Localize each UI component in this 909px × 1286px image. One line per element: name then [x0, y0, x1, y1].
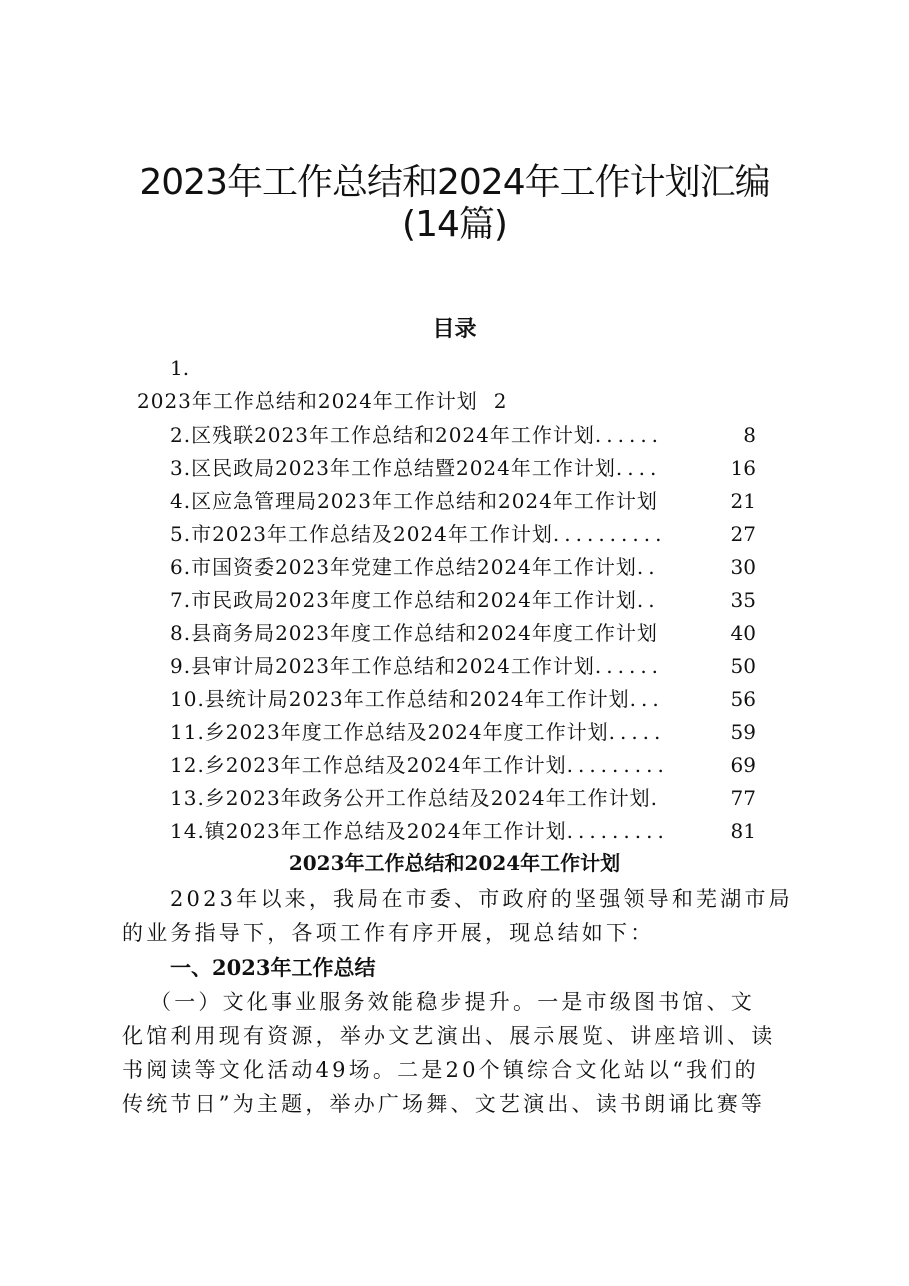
toc-item-text: 6.市国资委2023年党建工作总结2024年工作计划: [170, 555, 637, 579]
toc-item-leader-dots: .....: [608, 720, 666, 744]
body-paragraph-line: 书阅读等文化活动49场。二是20个镇综合文化站以“我们的: [122, 1058, 759, 1082]
toc-item-4[interactable]: [170, 486, 756, 516]
toc-item-text: 3.区民政局2023年工作总结暨2024年工作计划: [170, 456, 616, 480]
toc-item-page: 27: [730, 522, 756, 546]
toc-item-11[interactable]: [170, 717, 756, 747]
toc-item-5[interactable]: [170, 519, 756, 549]
body-paragraph-line: 2023年以来，我局在市委、市政府的坚强领导和芜湖市局: [170, 887, 793, 911]
toc-item-3[interactable]: [170, 453, 756, 483]
toc-item-page: 30: [730, 555, 756, 579]
toc-item-leader-dots: ...: [629, 687, 664, 711]
toc-item-text: 8.县商务局2023年度工作总结和2024年度工作计划: [170, 621, 658, 645]
toc-item-leader-dots: .........: [566, 819, 669, 843]
toc-item-text: 12.乡2023年工作总结及2024年工作计划: [170, 753, 567, 777]
toc-item-text: 10.县统计局2023年工作总结和2024年工作计划: [170, 687, 630, 711]
toc-item-page: 59: [730, 720, 756, 744]
document-title: 2023年工作总结和2024年工作计划汇编: [139, 162, 770, 203]
toc-item-leader-dots: ..: [636, 588, 660, 612]
body-paragraph-line: 的业务指导下，各项工作有序开展，现总结如下：: [122, 921, 655, 945]
toc-item-text: 2.区残联2023年工作总结和2024年工作计划: [170, 423, 595, 447]
toc-item-page: 40: [730, 621, 756, 645]
toc-item-leader-dots: ..........: [552, 522, 667, 546]
toc-item-text: 7.市民政局2023年度工作总结和2024年工作计划: [170, 588, 637, 612]
toc-item-page: 56: [730, 687, 756, 711]
toc-item-1[interactable]: [137, 386, 508, 416]
toc-item-page: 50: [730, 654, 756, 678]
toc-item-page: 21: [730, 489, 756, 513]
toc-item-leader-dots: [658, 618, 731, 648]
toc-item-1-number[interactable]: 1.: [170, 356, 190, 380]
toc-item-leader-dots: ......: [594, 654, 664, 678]
toc-item-page: 16: [730, 456, 756, 480]
toc-item-text: 11.乡2023年度工作总结及2024年度工作计划: [170, 720, 609, 744]
toc-item-text: 4.区应急管理局2023年工作总结和2024年工作计划: [170, 489, 658, 513]
body-paragraph-line: 传统节日”为主题，举办广场舞、文艺演出、读书朗诵比赛等: [122, 1092, 766, 1116]
toc-item-14[interactable]: [170, 816, 756, 846]
toc-item-leader-dots: .........: [566, 753, 669, 777]
toc-item-page: 81: [730, 819, 756, 843]
toc-item-9[interactable]: [170, 651, 756, 681]
toc-item-text: 5.市2023年工作总结及2024年工作计划: [170, 522, 553, 546]
toc-item-leader-dots: ..: [636, 555, 660, 579]
toc-item-6[interactable]: [170, 552, 756, 582]
toc-item-2[interactable]: [170, 420, 756, 450]
toc-item-leader-dots: .: [650, 786, 662, 810]
section-heading: 一、2023年工作总结: [170, 955, 376, 980]
toc-item-leader-dots: ......: [594, 423, 664, 447]
toc-item-leader-dots: [658, 486, 731, 516]
section-title: 2023年工作总结和2024年工作计划: [288, 851, 621, 875]
toc-item-page: 69: [730, 753, 756, 777]
toc-item-text: 9.县审计局2023年工作总结和2024工作计划: [170, 654, 595, 678]
toc-item-7[interactable]: [170, 585, 756, 615]
body-paragraph-line: （一）文化事业服务效能稳步提升。一是市级图书馆、文: [150, 990, 755, 1014]
toc-item-8[interactable]: [170, 618, 756, 648]
body-paragraph-line: 化馆利用现有资源，举办文艺演出、展示展览、讲座培训、读: [122, 1024, 776, 1048]
toc-item-page: 8: [743, 423, 756, 447]
toc-item-12[interactable]: [170, 750, 756, 780]
toc-heading: 目录: [432, 316, 477, 342]
document-subtitle: (14篇): [402, 204, 507, 245]
toc-item-text: 14.镇2023年工作总结及2024年工作计划: [170, 819, 567, 843]
toc-item-leader-dots: ....: [615, 456, 662, 480]
toc-item-page: 2: [493, 389, 508, 413]
toc-item-13[interactable]: [170, 783, 756, 813]
toc-item-page: 77: [730, 786, 756, 810]
toc-item-text: 13.乡2023年政务公开工作总结及2024年工作计划: [170, 786, 651, 810]
toc-item-10[interactable]: [170, 684, 756, 714]
toc-item-text: 2023年工作总结和2024年工作计划: [137, 389, 478, 413]
toc-item-page: 35: [730, 588, 756, 612]
